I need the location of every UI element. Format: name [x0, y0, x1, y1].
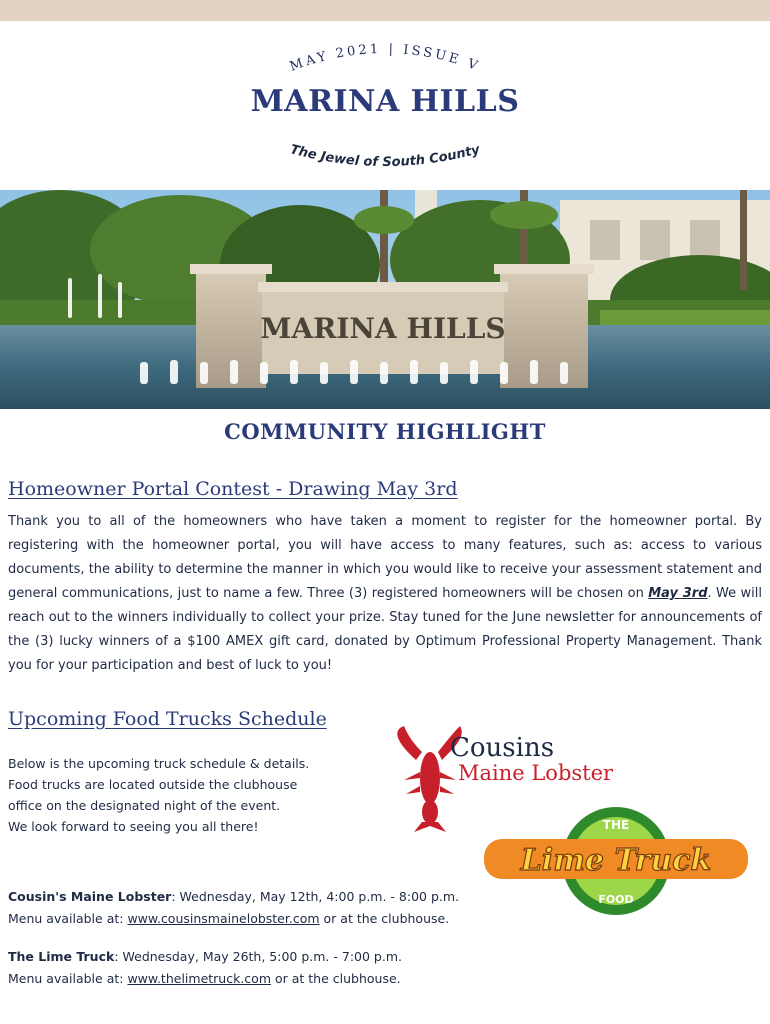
menu-suffix: or at the clubhouse. [319, 911, 450, 926]
marina-hills-entrance-photo [0, 190, 770, 409]
contest-paragraph [8, 510, 762, 678]
event-name: Cousin's Maine Lobster [8, 889, 172, 904]
event-when: : Wednesday, May 12th, 4:00 p.m. - 8:00 p.m. [171, 889, 460, 904]
newsletter-title: MARINA HILLS [250, 84, 520, 119]
logo-lime-truck-text: Lime Truck [520, 843, 712, 878]
food-trucks-heading: Upcoming Food Trucks Schedule [8, 708, 327, 730]
contest-text-before: Thank you to all of the homeowners who have taken a moment to register for the homeowner portal. By registering with the homeowner portal, you will have access to many features, such as: access to various documents, the ability to determine the manner in which you would like to receive your assessment statement and general communications, just to name a few. Three (3) registered homeowners will be chosen on [8, 514, 762, 601]
issue-text: MAY 2021 | ISSUE V [287, 41, 483, 75]
tagline [250, 135, 520, 185]
logo-maine-lobster-text: Maine Lobster [458, 761, 614, 785]
contest-date-link[interactable]: May 3rd [648, 586, 708, 601]
cousins-website-link[interactable]: www.cousinsmainelobster.com [127, 911, 320, 926]
menu-prefix: Menu available at: [8, 971, 128, 986]
tagline-text: The Jewel of South County [288, 142, 482, 171]
intro-line: Food trucks are located outside the clubhouse [8, 777, 298, 792]
event-when: : Wednesday, May 26th, 5:00 p.m. - 7:00 p.m. [114, 949, 402, 964]
lime-truck-website-link[interactable]: www.thelimetruck.com [127, 971, 272, 986]
logo-cousins-text: Cousins [450, 733, 555, 763]
menu-suffix: or at the clubhouse. [271, 971, 401, 986]
lime-truck-logo [484, 805, 748, 917]
logo-the-text: THE [602, 818, 630, 832]
intro-line: Below is the upcoming truck schedule & details. [8, 756, 310, 771]
sign-lettering: MARINA HILLS [260, 312, 506, 345]
contest-text-after: . We will reach out to the winners individually to collect your prize. Stay tuned for the June newsletter for announcements of the (3) lucky winners of a $100 AMEX gift card, donated by Optimum Professional Property Management. Thank you for your participation and best of luck to you! [8, 586, 762, 673]
event-lime-truck [8, 946, 402, 990]
menu-prefix: Menu available at: [8, 911, 128, 926]
schedule-intro [8, 753, 368, 837]
event-name: The Lime Truck [8, 949, 115, 964]
contest-heading: Homeowner Portal Contest - Drawing May 3rd [8, 478, 458, 500]
issue-line [235, 20, 535, 80]
event-cousins [8, 886, 459, 930]
logo-food-text: FOOD [598, 893, 634, 906]
community-highlight-heading: COMMUNITY HIGHLIGHT [224, 419, 546, 444]
intro-line: office on the designated night of the event. [8, 798, 281, 813]
top-banner-strip [0, 0, 770, 21]
intro-line: We look forward to seeing you all there! [8, 819, 259, 834]
